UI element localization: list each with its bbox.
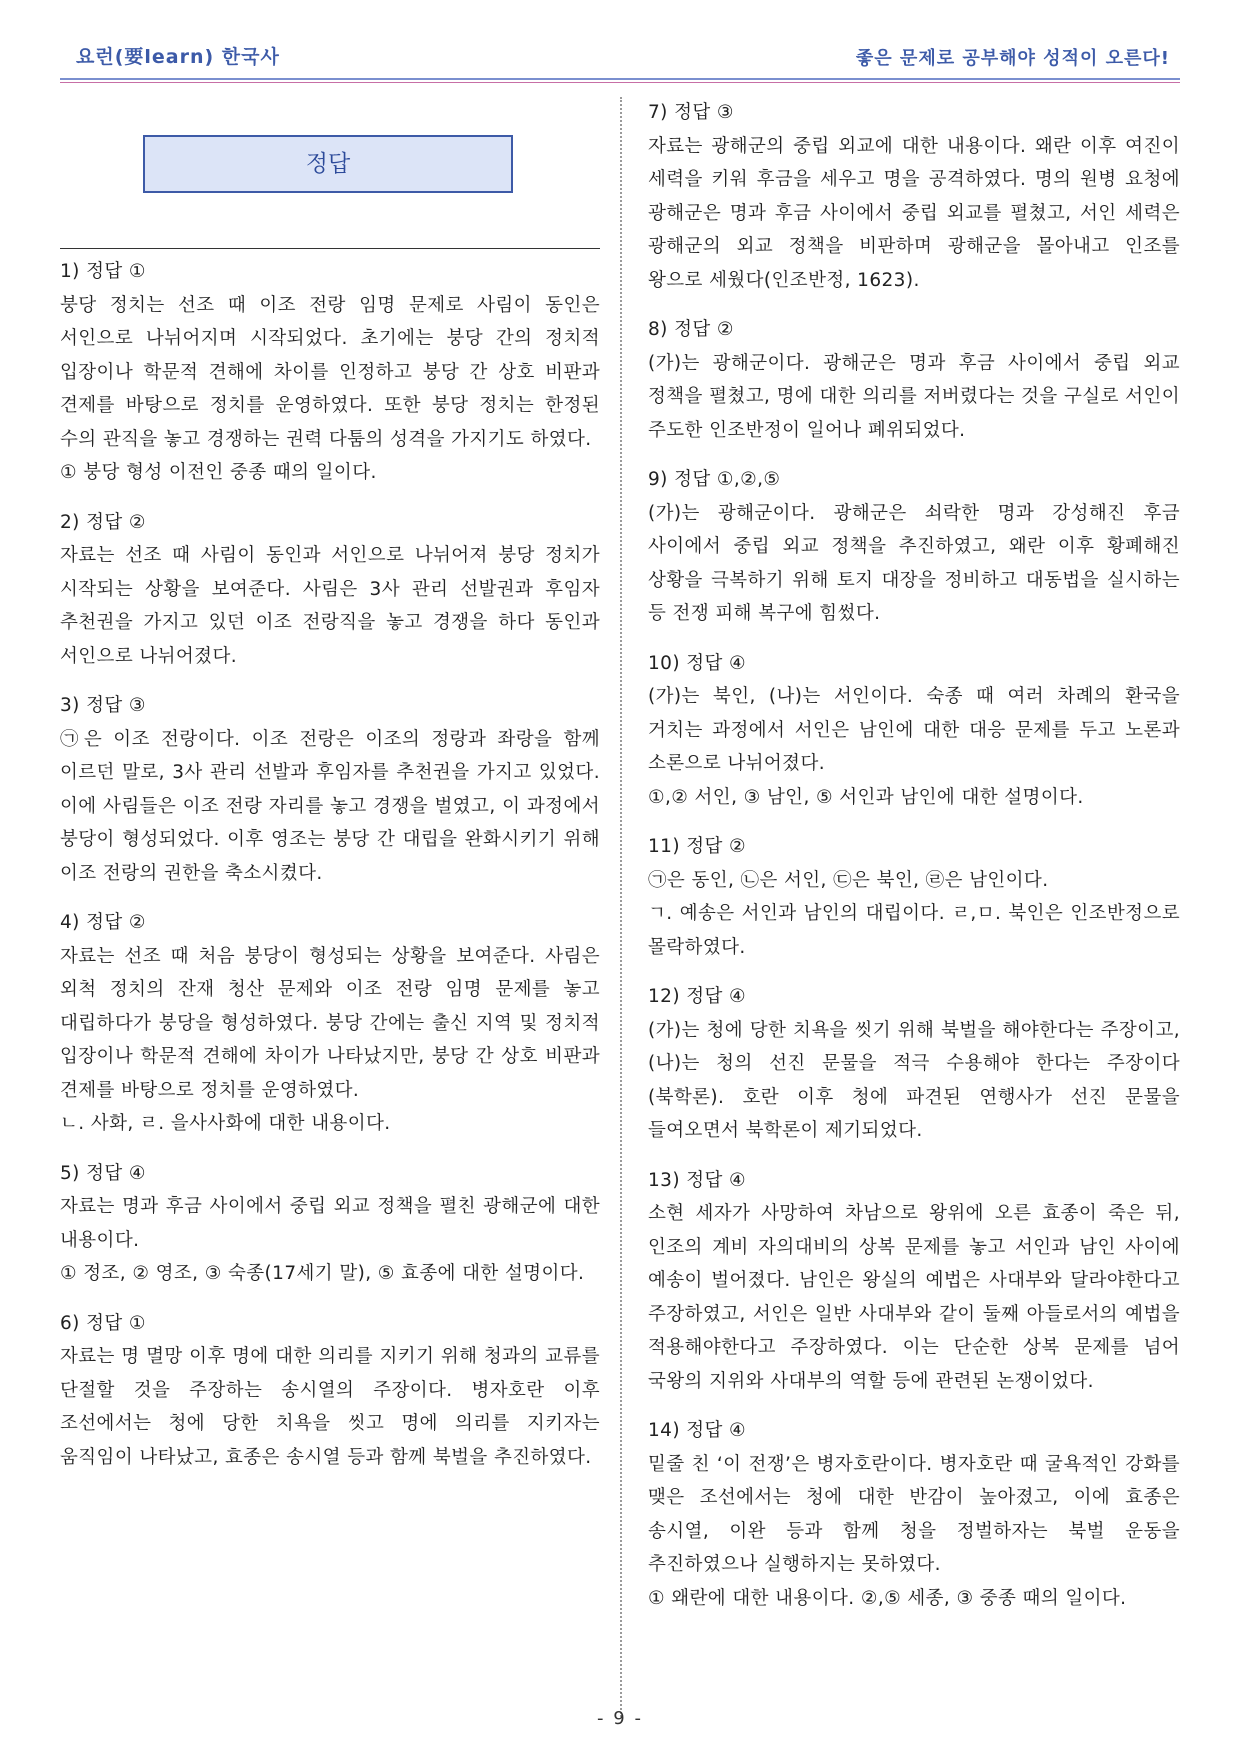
answer-item — [648, 1414, 1180, 1615]
explanation-text: 자료는 명과 후금 사이에서 중립 외교 정책을 펼친 광해군에 대한 내용이다. — [60, 1196, 600, 1251]
answer-item — [60, 1307, 600, 1475]
answer-title-box — [143, 135, 513, 193]
header-slogan: 좋은 문제로 공부해야 성적이 오른다! — [855, 48, 1170, 69]
answer-item — [648, 313, 1180, 447]
answer-item — [648, 830, 1180, 964]
answer-item — [648, 980, 1180, 1148]
explanation-text: ①,② 서인, ③ 남인, ⑤ 서인과 남인에 대한 설명이다. — [648, 786, 1084, 808]
explanation-text: 붕당 정치는 선조 때 이조 전랑 임명 문제로 사림이 동인은 서인으로 나뉘어지며 시작되었다. 초기에는 붕당 간의 정치적 입장이나 학문적 견해에 차이를 인정하고 붕당 간 상호 비판과 견제를 바탕으로 정치를 운영하였다. 또한 붕당 정치는 한정된 수의 관직을 놓고 경쟁하는 권력 다툼의 성격을 가지기도 하였다. — [60, 294, 600, 450]
answer-item — [60, 1157, 600, 1291]
explanation-text: (가)는 청에 당한 치욕을 씻기 위해 북벌을 해야한다는 주장이고, (나)는 청의 선진 문물을 적극 수용해야 한다는 주장이다(북학론). 호란 이후 청에 파견된 연행사가 선진 문물을 들여오면서 북학론이 제기되었다. — [648, 1019, 1180, 1141]
header-rule-pink — [60, 82, 1180, 83]
explanation-text: (가)는 북인, (나)는 서인이다. 숙종 때 여러 차례의 환국을 거치는 과정에서 서인은 남인에 대한 대응 문제를 두고 노론과 소론으로 나뉘어졌다. — [648, 686, 1180, 774]
header-rule-blue — [60, 78, 1180, 80]
answer-number: 9) 정답 ①,②,⑤ — [648, 469, 781, 490]
explanation-text: 자료는 명 멸망 이후 명에 대한 의리를 지키기 위해 청과의 교류를 단절할 것을 주장하는 송시열의 주장이다. 병자호란 이후 조선에서는 청에 당한 치욕을 씻고 명에 의리를 지키자는 움직임이 나타났고, 효종은 송시열 등과 함께 북벌을 추진하였다. — [60, 1346, 600, 1468]
explanation-text: ① 왜란에 대한 내용이다. ②,⑤ 세종, ③ 중종 때의 일이다. — [648, 1587, 1127, 1609]
right-column — [648, 96, 1180, 1631]
explanation-text: 소현 세자가 사망하여 차남으로 왕위에 오른 효종이 죽은 뒤, 인조의 계비 자의대비의 상복 문제를 놓고 서인과 남인 사이에 예송이 벌어졌다. 남인은 왕실의 예법은 사대부와 달라야한다고 주장하였고, 서인은 일반 사대부와 같이 둘째 아들로서의 예법을 적용해야한다고 주장하였다. 이는 단순한 상복 문제를 넘어 국왕의 지위와 사대부의 역할 등에 관련된 논쟁이었다. — [648, 1203, 1180, 1392]
answer-number: 12) 정답 ④ — [648, 986, 747, 1007]
explanation-text: ㉠은 이조 전랑이다. 이조 전랑은 이조의 정랑과 좌랑을 함께 이르던 말로, 3사 관리 선발과 후임자를 추천권을 가지고 있었다. 이에 사림들은 이조 전랑 자리를 놓고 경쟁을 벌였고, 이 과정에서 붕당이 형성되었다. 이후 영조는 붕당 간 대립을 완화시키기 위해 이조 전랑의 권한을 축소시켰다. — [60, 728, 600, 884]
answer-item — [648, 647, 1180, 815]
explanation-text: 자료는 광해군의 중립 외교에 대한 내용이다. 왜란 이후 여진이 세력을 키워 후금을 세우고 명을 공격하였다. 명의 원병 요청에 광해군은 명과 후금 사이에서 중립 외교를 펼쳤고, 서인 세력은 광해군의 외교 정책을 비판하며 광해군을 몰아내고 인조를 왕으로 세웠다(인조반정, 1623). — [648, 135, 1180, 291]
answer-item — [648, 96, 1180, 297]
answer-title: 정답 — [305, 151, 351, 177]
left-column — [60, 255, 600, 1490]
explanation-text: ㄱ. 예송은 서인과 남인의 대립이다. ㄹ,ㅁ. 북인은 인조반정으로 몰락하였다. — [648, 903, 1180, 958]
answer-number: 13) 정답 ④ — [648, 1169, 747, 1191]
explanation-text: ㉠은 동인, ㉡은 서인, ㉢은 북인, ㉣은 남인이다. — [648, 869, 1049, 891]
answer-number: 11) 정답 ② — [648, 836, 747, 857]
answer-item — [60, 689, 600, 890]
answer-number: 6) 정답 ① — [60, 1312, 146, 1334]
explanation-text: 밑줄 친 ‘이 전쟁’은 병자호란이다. 병자호란 때 굴욕적인 강화를 맺은 조선에서는 청에 대한 반감이 높아졌고, 이에 효종은 송시열, 이완 등과 함께 청을 정벌하자는 북벌 운동을 추진하였으나 실행하지는 못하였다. — [648, 1453, 1180, 1575]
answer-number: 10) 정답 ④ — [648, 652, 747, 674]
answer-item — [60, 506, 600, 674]
answer-number: 4) 정답 ② — [60, 912, 146, 933]
explanation-text: 자료는 선조 때 처음 붕당이 형성되는 상황을 보여준다. 사림은 외척 정치의 잔재 청산 문제와 이조 전랑 임명 문제를 놓고 대립하다가 붕당을 형성하였다. 붕당 간에는 출신 지역 및 정치적 입장이나 학문적 견해에 차이가 나타났지만, 붕당 간 상호 비판과 견제를 바탕으로 정치를 운영하였다. — [60, 945, 600, 1101]
answer-item — [648, 463, 1180, 631]
answer-number: 1) 정답 ① — [60, 261, 146, 282]
page-number: - 9 - — [597, 1708, 643, 1729]
answer-item — [60, 255, 600, 490]
answer-number: 2) 정답 ② — [60, 511, 146, 533]
answer-number: 5) 정답 ④ — [60, 1162, 146, 1184]
explanation-text: ㄴ. 사화, ㄹ. 을사사화에 대한 내용이다. — [60, 1113, 391, 1134]
column-divider — [620, 97, 622, 1717]
explanation-text: 자료는 선조 때 사림이 동인과 서인으로 나뉘어져 붕당 정치가 시작되는 상황을 보여준다. 사림은 3사 관리 선발권과 후임자 추천권을 가지고 있던 이조 전랑직을 놓고 경쟁을 하다 동인과 서인으로 나뉘어졌다. — [60, 545, 600, 667]
answer-number: 14) 정답 ④ — [648, 1420, 747, 1441]
left-column-rule — [60, 248, 600, 249]
explanation-text: ① 붕당 형성 이전인 중종 때의 일이다. — [60, 462, 377, 483]
answer-item — [648, 1164, 1180, 1399]
answer-item — [60, 906, 600, 1141]
header-title: 요런(要learn) 한국사 — [76, 46, 280, 68]
explanation-text: (가)는 광해군이다. 광해군은 쇠락한 명과 강성해진 후금 사이에서 중립 외교 정책을 추진하였고, 왜란 이후 황폐해진 상황을 극복하기 위해 토지 대장을 정비하고 대동법을 실시하는 등 전쟁 피해 복구에 힘썼다. — [648, 502, 1180, 624]
answer-number: 3) 정답 ③ — [60, 695, 146, 716]
explanation-text: ① 정조, ② 영조, ③ 숙종(17세기 말), ⑤ 효종에 대한 설명이다. — [60, 1263, 585, 1284]
explanation-text: (가)는 광해군이다. 광해군은 명과 후금 사이에서 중립 외교 정책을 펼쳤고, 명에 대한 의리를 저버렸다는 것을 구실로 서인이 주도한 인조반정이 일어나 폐위되었다. — [648, 352, 1180, 441]
answer-number: 8) 정답 ② — [648, 319, 734, 340]
answer-number: 7) 정답 ③ — [648, 102, 734, 123]
